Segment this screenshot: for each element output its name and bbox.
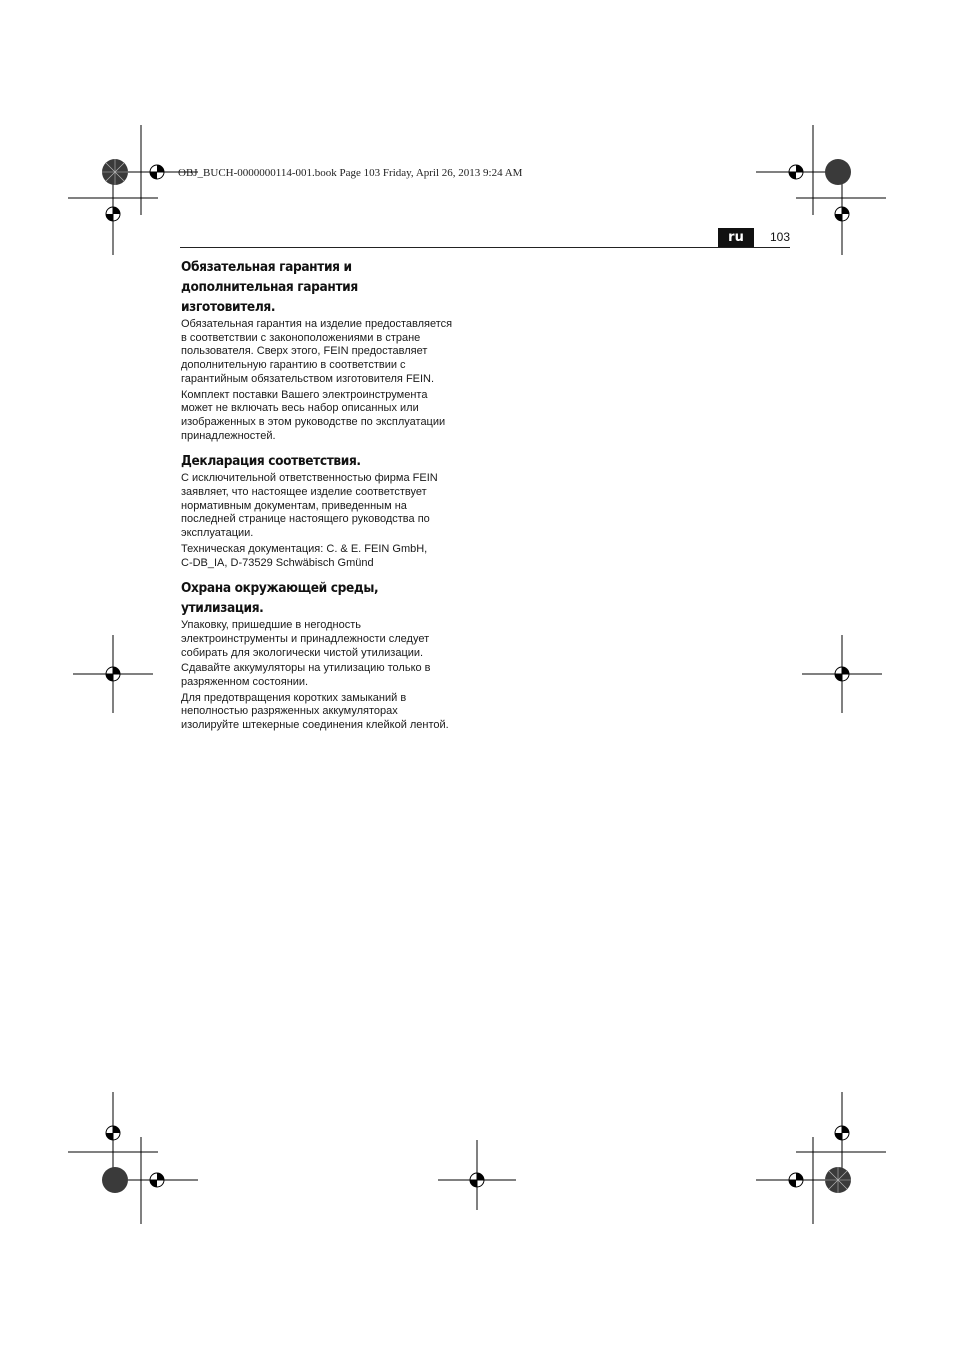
language-badge: ru xyxy=(718,228,754,247)
print-info-line: OBJ_BUCH-0000000114-001.book Page 103 Friday, April 26, 2013 9:24 AM xyxy=(178,167,523,179)
section-title: Охрана окружающей среды, утилизация. xyxy=(181,581,379,617)
section-declaration xyxy=(181,452,481,570)
paragraph: Обязательная гарантия на изделие предоставляется в соответствии с законоположениями в стране пользователя. Сверх этого, FEIN предоставляет дополнительную гарантию в соответствии с гарантийным обязательством изготовителя FEIN. xyxy=(181,318,453,385)
header-rule xyxy=(180,247,790,248)
paragraph: Комплект поставки Вашего электроинструмента может не включать весь набор описанных или изображенных в этом руководстве по эксплуатации принадлежностей. xyxy=(181,388,446,442)
paragraph: Сдавайте аккумуляторы на утилизацию только в разряженном состоянии. xyxy=(181,662,431,689)
paragraph: С исключительной ответственностью фирма FEIN заявляет, что настоящее изделие соответствует нормативным документам, приведенным на последней странице настоящего руководства по эксплуатации. xyxy=(181,472,438,540)
section-environment xyxy=(181,579,481,733)
paragraph: Упаковку, пришедшие в негодность электроинструменты и принадлежности следует собирать для экологически чистой утилизации. xyxy=(181,619,430,659)
page-content xyxy=(181,258,481,742)
section-title: Декларация соответствия. xyxy=(181,454,361,470)
paragraph: Техническая документация: C. & E. FEIN GmbH, C-DB_IA, D-73529 Schwäbisch Gmünd xyxy=(181,542,428,569)
page-number: 103 xyxy=(770,230,791,244)
section-warranty xyxy=(181,258,481,443)
paragraph: Для предотвращения коротких замыканий в неполностью разряженных аккумуляторах изолируйте штекерные соединения клейкой лентой. xyxy=(181,691,449,732)
section-title: Обязательная гарантия и дополнительная гарантия изготовителя. xyxy=(181,260,358,315)
